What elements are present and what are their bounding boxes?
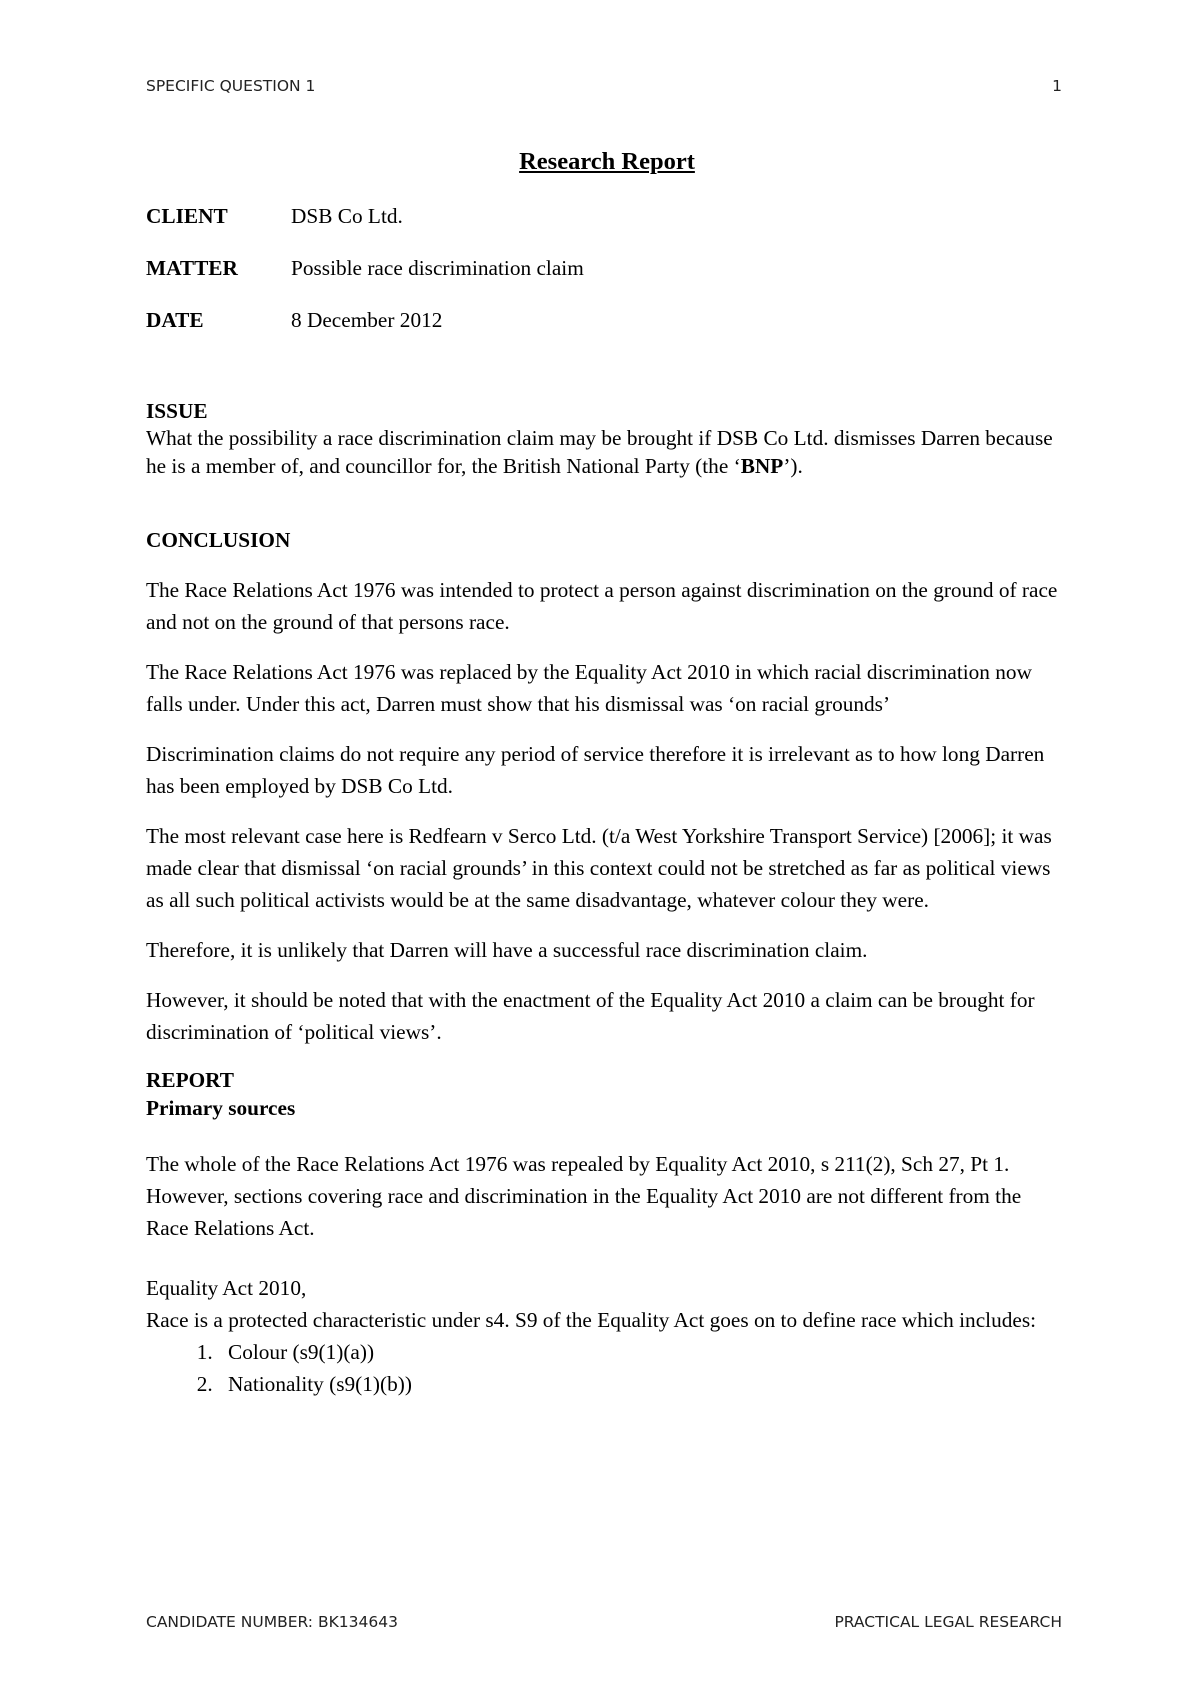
act-line: Equality Act 2010, <box>146 1276 307 1300</box>
document-title: Research Report <box>519 148 695 175</box>
issue-heading: ISSUE <box>146 399 208 423</box>
conclusion-paragraph: Discrimination claims do not require any period of service therefore it is irrelevant as to how long Darren has been employed by DSB Co Ltd. <box>146 742 1045 798</box>
page-number: 1 <box>1052 77 1062 95</box>
page-footer <box>146 1613 1062 1631</box>
issue-text: What the possibility a race discrimination claim may be brought if DSB Co Ltd. dismisses Darren because he is a member of, and councillor for, the British National Party (the ‘BNP’). <box>146 426 1053 478</box>
meta-label: DATE <box>146 308 204 332</box>
candidate-number: CANDIDATE NUMBER: BK134643 <box>146 1613 398 1631</box>
header-left: SPECIFIC QUESTION 1 <box>146 77 316 95</box>
meta-row-date <box>146 304 1068 336</box>
conclusion-paragraph: The most relevant case here is Redfearn v Serco Ltd. (t/a West Yorkshire Transport Service) [2006]; it was made clear that dismissal ‘on racial grounds’ in this context could not be stretched as far as political views as all such political activists would be at the same disadvantage, whatever colour they were. <box>146 824 1052 912</box>
conclusion-paragraph: The Race Relations Act 1976 was replaced by the Equality Act 2010 in which racial discrimination now falls under. Under this act, Darren must show that his dismissal was ‘on racial grounds’ <box>146 660 1032 716</box>
conclusion-paragraph: However, it should be noted that with the enactment of the Equality Act 2010 a claim can be brought for discrimination of ‘political views’. <box>146 988 1035 1044</box>
meta-value: 8 December 2012 <box>291 308 443 332</box>
report-heading: REPORT <box>146 1068 234 1092</box>
meta-row-client <box>146 200 1068 232</box>
page-header <box>146 77 1062 95</box>
bnp-abbrev: BNP <box>740 454 784 478</box>
meta-row-matter <box>146 252 1068 284</box>
document-body <box>146 146 1068 1400</box>
conclusion-paragraph: The Race Relations Act 1976 was intended to protect a person against discrimination on the ground of race and not on the ground of that persons race. <box>146 578 1058 634</box>
list-item: 1. Colour (s9(1)(a)) <box>218 1336 1068 1368</box>
report-paragraph: The whole of the Race Relations Act 1976 was repealed by Equality Act 2010, s 211(2), Sch 27, Pt 1. However, sections covering race and discrimination in the Equality Act 2010 are not different from the Race Relations Act. <box>146 1152 1022 1240</box>
race-definition: Race is a protected characteristic under s4. S9 of the Equality Act goes on to define race which includes: <box>146 1308 1037 1332</box>
course-name: PRACTICAL LEGAL RESEARCH <box>834 1613 1062 1631</box>
meta-label: MATTER <box>146 256 238 280</box>
list-item: 2. Nationality (s9(1)(b)) <box>218 1368 1068 1400</box>
meta-value: DSB Co Ltd. <box>291 204 403 228</box>
meta-value: Possible race discrimination claim <box>291 256 584 280</box>
primary-sources-heading: Primary sources <box>146 1096 296 1120</box>
meta-label: CLIENT <box>146 204 228 228</box>
race-list <box>146 1336 1068 1400</box>
conclusion-heading: CONCLUSION <box>146 528 291 552</box>
conclusion-paragraph: Therefore, it is unlikely that Darren will have a successful race discrimination claim. <box>146 938 868 962</box>
